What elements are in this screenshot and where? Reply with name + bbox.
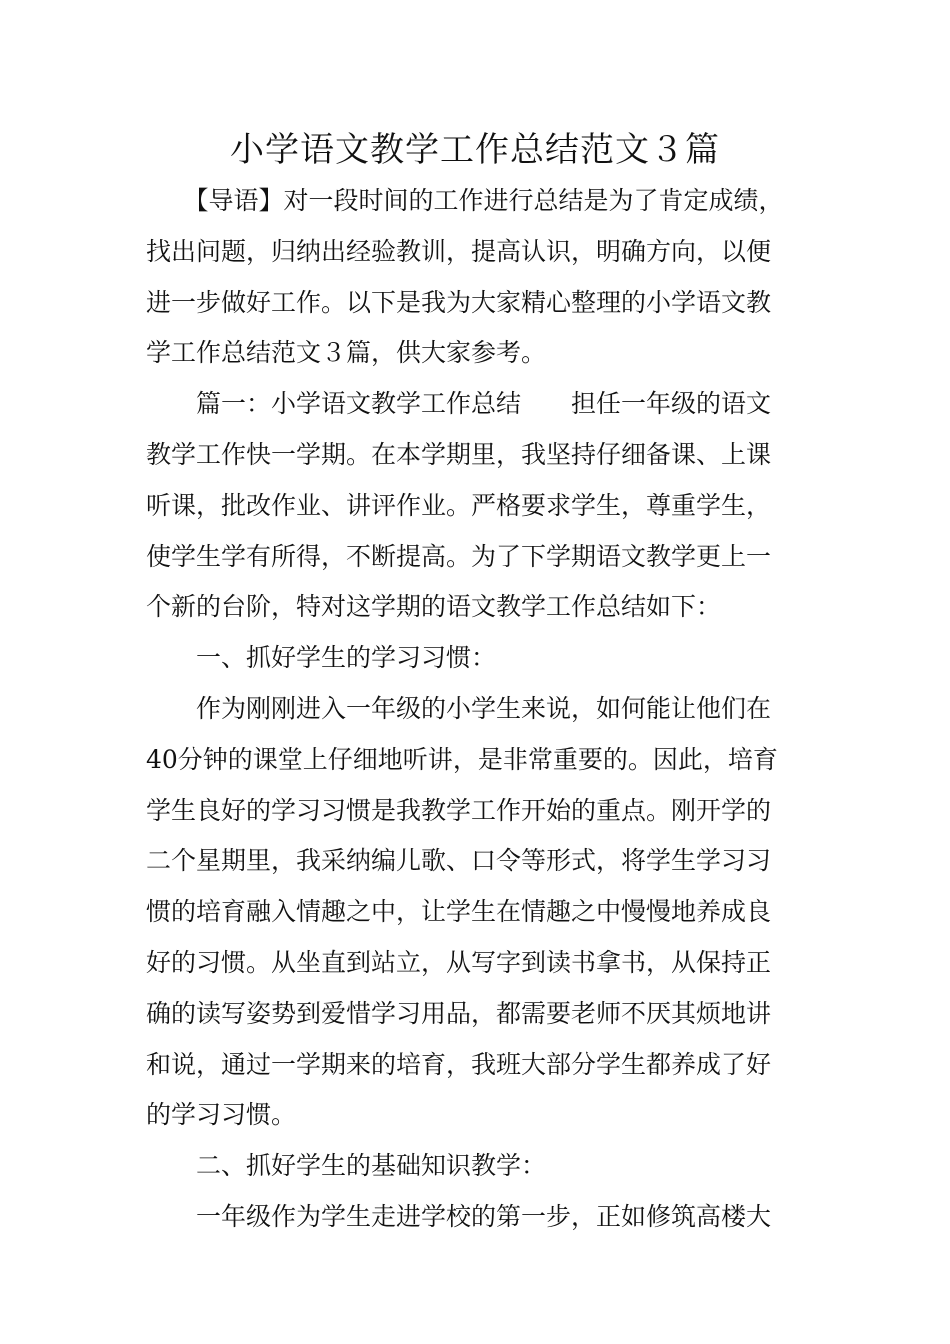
body-line: 【导语】对一段时间的工作进行总结是为了肯定成绩， [146,186,784,215]
body-line: 学生良好的学习习惯是我教学工作开始的重点。刚开学的 [146,795,772,825]
body-line: 的学习习惯。 [146,1100,297,1130]
body-line: 听课，批改作业、讲评作业。严格要求学生，尊重学生， [146,490,772,520]
body-line: 惯的培育融入情趣之中，让学生在情趣之中慢慢地养成良 [146,897,772,927]
body-line: 40分钟的课堂上仔细地听讲，是非常重要的。因此，培育 [146,744,778,774]
body-line: 一年级作为学生走进学校的第一步，正如修筑高楼大 [146,1201,772,1231]
body-line: 作为刚刚进入一年级的小学生来说，如何能让他们在 [146,693,772,723]
body-line: 找出问题，归纳出经验教训，提高认识，明确方向，以便 [146,236,772,266]
body-line: 学工作总结范文３篇，供大家参考。 [146,338,547,368]
document-title: 小学语文教学工作总结范文３篇 [230,130,720,170]
body-line: 一、抓好学生的学习习惯： [146,643,497,673]
document-body [146,176,826,1243]
body-line: 个新的台阶，特对这学期的语文教学工作总结如下： [146,592,722,622]
body-line: 进一步做好工作。以下是我为大家精心整理的小学语文教 [146,287,772,317]
body-line: 二、抓好学生的基础知识教学： [146,1151,547,1181]
body-line: 二个星期里，我采纳编儿歌、口令等形式，将学生学习习 [146,846,772,876]
body-line: 篇一：小学语文教学工作总结 担任一年级的语文 [146,389,772,419]
body-line: 和说，通过一学期来的培育，我班大部分学生都养成了好 [146,1049,772,1079]
body-line: 好的习惯。从坐直到站立，从写字到读书拿书，从保持正 [146,947,772,977]
body-line: 确的读写姿势到爱惜学习用品，都需要老师不厌其烦地讲 [146,998,772,1028]
body-line: 使学生学有所得，不断提高。为了下学期语文教学更上一 [146,541,772,571]
body-line: 教学工作快一学期。在本学期里，我坚持仔细备课、上课 [146,439,772,469]
